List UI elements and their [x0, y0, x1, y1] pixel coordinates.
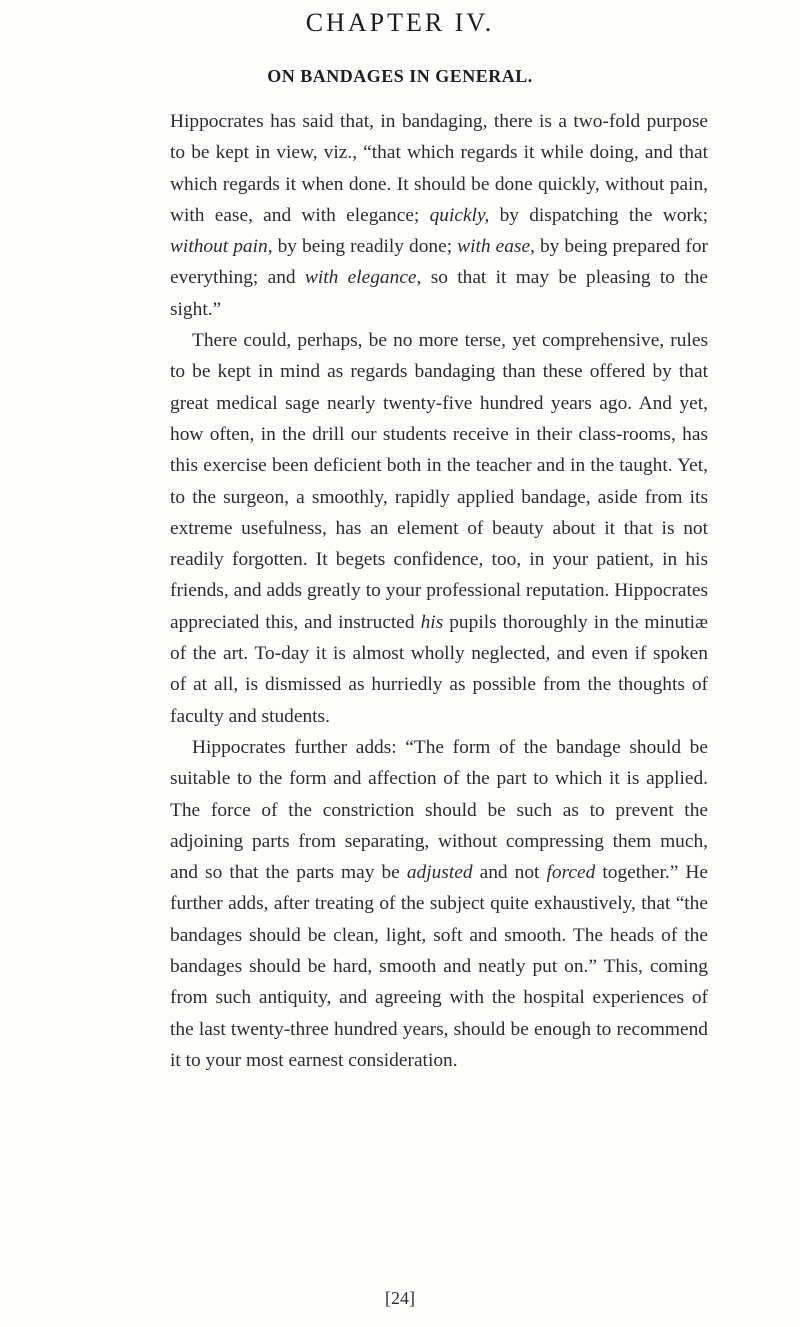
page-number: [24]: [385, 1288, 415, 1308]
text-run: Hippocrates has said that, in bandaging, there is a two-fold purpose to be kept in view, viz., “that which regards it while doing, and that which regards it when done. It should be done quickly, without pain, with ease, and with elegance;: [170, 111, 708, 226]
text-run: by being readily done;: [272, 236, 458, 258]
section-title: ON BANDAGES IN GENERAL.: [267, 66, 533, 86]
text-run: by being prepared for everything; and: [170, 236, 708, 289]
paragraph-2: [170, 325, 708, 732]
paragraph-1: [170, 106, 708, 325]
italic-run: adjusted: [406, 862, 473, 884]
chapter-body: [170, 106, 708, 1076]
text-run: pupils thoroughly in the minutiæ of the art. To-day it is almost wholly neglected, and even if spoken of at all, is dismissed as hurriedly as possible from the thoughts of faculty and students.: [170, 611, 708, 727]
italic-run: with ease,: [457, 236, 535, 258]
text-run: and not: [472, 862, 547, 884]
text-run: There could, perhaps, be no more terse, yet comprehensive, rules to be kept in mind as regards bandaging than these offered by that great medical sage nearly twenty-five hundred years ago. And yet, how often, in the drill our students receive in their class-rooms, has this exercise been deficient both in the teacher and in the taught. Yet, to the surgeon, a smoothly, rapidly applied bandage, aside from its extreme usefulness, has an element of beauty about it that is not readily forgotten. It begets confidence, too, in your patient, in his friends, and adds greatly to your professional reputation. Hippocrates appreciated this, and instructed: [170, 330, 708, 633]
italic-run: his: [420, 611, 444, 633]
text-run: together.” He further adds, after treating of the subject quite exhaustively, that “the bandages should be clean, light, soft and smooth. The heads of the bandages should be hard, smooth and neatly put on.” This, coming from such antiquity, and agreeing with the hospital experiences of the last twenty-three hundred years, should be enough to recommend it to your most earnest consideration.: [170, 862, 708, 1071]
italic-run: without pain,: [170, 236, 273, 258]
text-run: so that it may be pleasing to the sight.”: [170, 267, 709, 320]
italic-run: forced: [546, 862, 596, 884]
paragraph-3: [170, 732, 708, 1076]
italic-run: with elegance,: [304, 267, 422, 289]
text-run: Hippocrates further adds: “The form of the bandage should be suitable to the form and affection of the part to which it is applied. The force of the constriction should be such as to prevent the adjoining parts from separating, without compressing them much, and so that the parts may be: [170, 736, 708, 884]
text-run: by dispatching the work;: [489, 204, 709, 226]
chapter-title: CHAPTER IV.: [305, 8, 495, 37]
italic-run: quickly,: [429, 204, 490, 226]
